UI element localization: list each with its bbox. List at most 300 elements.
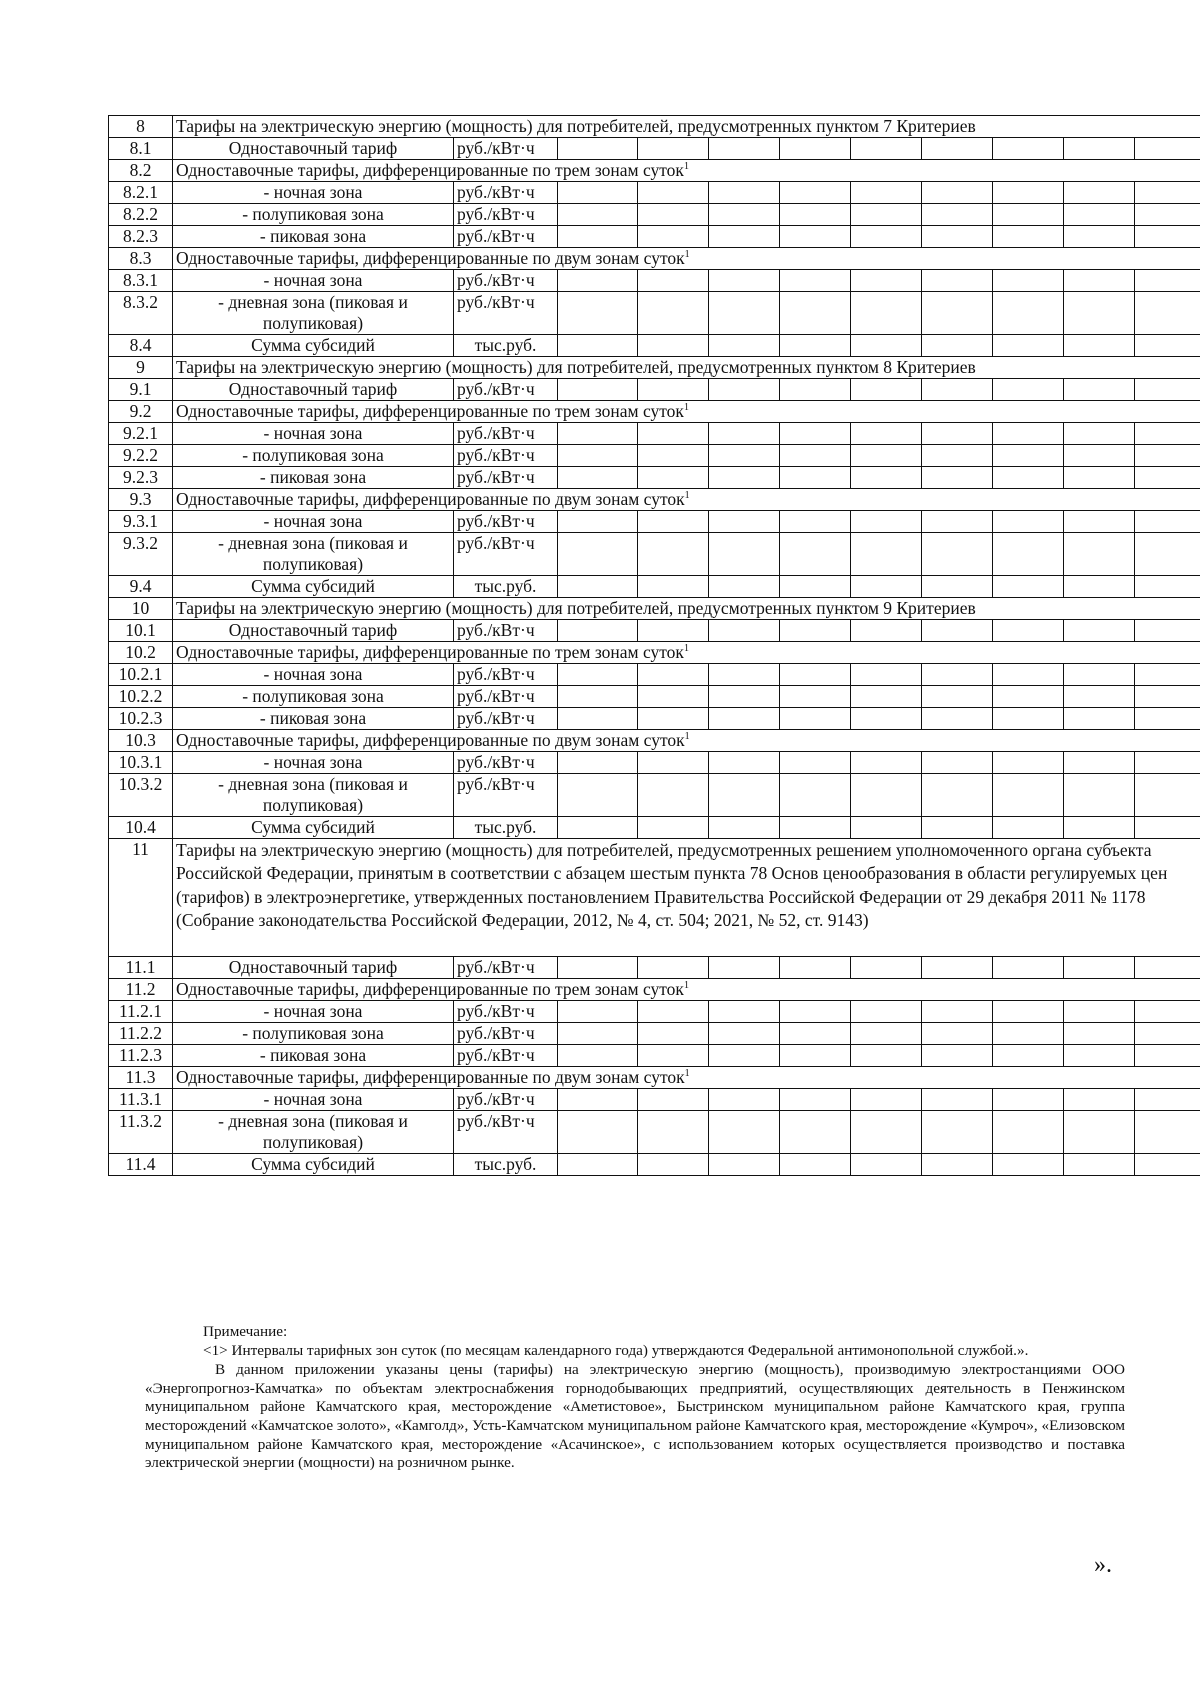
- table-row: [109, 576, 1200, 598]
- value-cell: [638, 576, 709, 598]
- value-cell: [1135, 1089, 1200, 1111]
- table-row: [109, 957, 1200, 979]
- table-row: [109, 379, 1200, 401]
- value-cell: [780, 1001, 851, 1023]
- row-label: - дневная зона (пиковая и полупиковая): [173, 774, 454, 817]
- value-cell: [638, 533, 709, 576]
- value-cell: [558, 817, 638, 839]
- unit-cell: руб./кВт·ч: [454, 511, 558, 533]
- value-cell: [638, 226, 709, 248]
- note-title: Примечание:: [203, 1323, 288, 1340]
- row-label: - ночная зона: [173, 511, 454, 533]
- value-cell: [1135, 511, 1200, 533]
- row-number: 8.1: [109, 138, 173, 160]
- value-cell: [922, 138, 993, 160]
- row-label: - ночная зона: [173, 423, 454, 445]
- value-cell: [1064, 292, 1135, 335]
- value-cell: [922, 752, 993, 774]
- section-title: Одноставочные тарифы, дифференцированные по двум зонам суток: [176, 489, 685, 509]
- table-row: [109, 357, 1200, 379]
- value-cell: [851, 204, 922, 226]
- value-cell: [558, 226, 638, 248]
- value-cell: [993, 138, 1064, 160]
- row-label: Одноставочный тариф: [173, 620, 454, 642]
- value-cell: [922, 511, 993, 533]
- value-cell: [709, 708, 780, 730]
- table-row: [109, 226, 1200, 248]
- value-cell: [709, 686, 780, 708]
- value-cell: [780, 957, 851, 979]
- table-row: [109, 204, 1200, 226]
- value-cell: [922, 182, 993, 204]
- value-cell: [709, 226, 780, 248]
- value-cell: [709, 1154, 780, 1176]
- unit-cell: руб./кВт·ч: [454, 708, 558, 730]
- row-number: 10.4: [109, 817, 173, 839]
- value-cell: [993, 1023, 1064, 1045]
- value-cell: [851, 182, 922, 204]
- value-cell: [780, 1045, 851, 1067]
- value-cell: [1064, 1154, 1135, 1176]
- unit-cell: руб./кВт·ч: [454, 182, 558, 204]
- row-label: - пиковая зона: [173, 1045, 454, 1067]
- row-label: - пиковая зона: [173, 708, 454, 730]
- row-number: 11.2: [109, 979, 173, 1001]
- value-cell: [709, 1001, 780, 1023]
- value-cell: [1135, 445, 1200, 467]
- table-row: [109, 686, 1200, 708]
- table-row: [109, 708, 1200, 730]
- value-cell: [993, 182, 1064, 204]
- footnote-marker: 1: [683, 161, 689, 173]
- value-cell: [1135, 138, 1200, 160]
- value-cell: [1064, 708, 1135, 730]
- section-title: Одноставочные тарифы, дифференцированные по двум зонам суток: [176, 1067, 685, 1087]
- value-cell: [993, 226, 1064, 248]
- value-cell: [922, 1045, 993, 1067]
- section-title: Одноставочные тарифы, дифференцированные по трем зонам суток: [176, 979, 684, 999]
- value-cell: [709, 752, 780, 774]
- value-cell: [851, 445, 922, 467]
- value-cell: [1135, 957, 1200, 979]
- table-row: [109, 1045, 1200, 1067]
- value-cell: [922, 664, 993, 686]
- value-cell: [851, 686, 922, 708]
- value-cell: [1064, 533, 1135, 576]
- value-cell: [780, 774, 851, 817]
- section-header: [173, 642, 1200, 664]
- value-cell: [1135, 1001, 1200, 1023]
- row-number: 11.2.3: [109, 1045, 173, 1067]
- value-cell: [1064, 686, 1135, 708]
- value-cell: [993, 576, 1064, 598]
- value-cell: [638, 774, 709, 817]
- row-label: - полупиковая зона: [173, 1023, 454, 1045]
- value-cell: [638, 204, 709, 226]
- value-cell: [558, 576, 638, 598]
- value-cell: [851, 423, 922, 445]
- value-cell: [780, 817, 851, 839]
- value-cell: [1064, 182, 1135, 204]
- value-cell: [558, 620, 638, 642]
- value-cell: [638, 817, 709, 839]
- value-cell: [558, 379, 638, 401]
- unit-cell: руб./кВт·ч: [454, 1111, 558, 1154]
- unit-cell: руб./кВт·ч: [454, 292, 558, 335]
- value-cell: [780, 1089, 851, 1111]
- footnote-text: <1> Интервалы тарифных зон суток (по месяцам календарного года) утверждаются Федеральной антимонопольной службой.».: [203, 1341, 1029, 1359]
- value-cell: [851, 533, 922, 576]
- row-number: 11.3.1: [109, 1089, 173, 1111]
- row-number: 11.3.2: [109, 1111, 173, 1154]
- row-number: 11.2.2: [109, 1023, 173, 1045]
- row-number: 10.3.1: [109, 752, 173, 774]
- value-cell: [558, 1023, 638, 1045]
- value-cell: [1064, 138, 1135, 160]
- footnote-marker: 1: [684, 1068, 690, 1080]
- row-number: 8.3.2: [109, 292, 173, 335]
- value-cell: [922, 335, 993, 357]
- value-cell: [709, 774, 780, 817]
- value-cell: [1064, 752, 1135, 774]
- row-number: 8.3.1: [109, 270, 173, 292]
- table-row: [109, 752, 1200, 774]
- value-cell: [851, 576, 922, 598]
- value-cell: [709, 138, 780, 160]
- value-cell: [1135, 292, 1200, 335]
- footnote-marker: 1: [683, 980, 689, 992]
- value-cell: [1064, 445, 1135, 467]
- row-number: 8.2.3: [109, 226, 173, 248]
- value-cell: [558, 752, 638, 774]
- section-title: Одноставочные тарифы, дифференцированные по двум зонам суток: [176, 248, 685, 268]
- section-title: Тарифы на электрическую энергию (мощность) для потребителей, предусмотренных пунктом 9 Критериев: [176, 598, 976, 618]
- value-cell: [709, 664, 780, 686]
- value-cell: [922, 774, 993, 817]
- table-row: [109, 774, 1200, 817]
- section-title: Одноставочные тарифы, дифференцированные по двум зонам суток: [176, 730, 685, 750]
- value-cell: [638, 1001, 709, 1023]
- value-cell: [638, 620, 709, 642]
- value-cell: [558, 182, 638, 204]
- value-cell: [709, 817, 780, 839]
- value-cell: [1135, 708, 1200, 730]
- section-title: Тарифы на электрическую энергию (мощность) для потребителей, предусмотренных пунктом 7 Критериев: [176, 116, 976, 136]
- value-cell: [1135, 664, 1200, 686]
- row-number: 9.3: [109, 489, 173, 511]
- footnote-marker: 1: [683, 643, 689, 655]
- value-cell: [993, 292, 1064, 335]
- row-number: 8.2.2: [109, 204, 173, 226]
- row-number: 9.2.2: [109, 445, 173, 467]
- section-title: Тарифы на электрическую энергию (мощность) для потребителей, предусмотренных решением уполномоченного органа субъекта Российской Федерации, принятым в соответствии с абзацем шестым пункта 78 Основ ценообразования в области регулируемых цен (тарифов) в электроэнергетике, утвержденных постановлением Правительства Российской Федерации от 29 декабря 2011 № 1178 (Собрание законодательства Российской Федерации, 2012, № 4, ст. 504; 2021, № 52, ст. 9143): [176, 840, 1168, 931]
- value-cell: [1064, 1089, 1135, 1111]
- unit-cell: руб./кВт·ч: [454, 138, 558, 160]
- row-number: 9.1: [109, 379, 173, 401]
- table-row: [109, 335, 1200, 357]
- value-cell: [558, 270, 638, 292]
- section-header: [173, 598, 1200, 620]
- row-number: 8.2.1: [109, 182, 173, 204]
- unit-cell: руб./кВт·ч: [454, 620, 558, 642]
- table-row: [109, 598, 1200, 620]
- value-cell: [558, 774, 638, 817]
- value-cell: [922, 292, 993, 335]
- value-cell: [1064, 774, 1135, 817]
- row-label: - пиковая зона: [173, 467, 454, 489]
- table-row: [109, 489, 1200, 511]
- value-cell: [851, 1089, 922, 1111]
- value-cell: [709, 957, 780, 979]
- value-cell: [780, 620, 851, 642]
- value-cell: [1135, 1154, 1200, 1176]
- value-cell: [922, 379, 993, 401]
- value-cell: [709, 270, 780, 292]
- unit-cell: руб./кВт·ч: [454, 204, 558, 226]
- value-cell: [851, 379, 922, 401]
- row-number: 11.1: [109, 957, 173, 979]
- value-cell: [1135, 423, 1200, 445]
- row-number: 9.2: [109, 401, 173, 423]
- value-cell: [558, 957, 638, 979]
- value-cell: [780, 686, 851, 708]
- value-cell: [993, 752, 1064, 774]
- row-number: 9.2.1: [109, 423, 173, 445]
- value-cell: [993, 957, 1064, 979]
- value-cell: [851, 138, 922, 160]
- table-row: [109, 138, 1200, 160]
- value-cell: [851, 957, 922, 979]
- value-cell: [780, 576, 851, 598]
- value-cell: [1135, 1045, 1200, 1067]
- row-number: 8: [109, 116, 173, 138]
- value-cell: [993, 204, 1064, 226]
- row-number: 9.4: [109, 576, 173, 598]
- value-cell: [709, 335, 780, 357]
- footnote-marker: 1: [683, 402, 689, 414]
- value-cell: [558, 138, 638, 160]
- row-number: 11.4: [109, 1154, 173, 1176]
- value-cell: [1064, 226, 1135, 248]
- value-cell: [558, 686, 638, 708]
- value-cell: [1135, 533, 1200, 576]
- value-cell: [709, 620, 780, 642]
- value-cell: [851, 467, 922, 489]
- value-cell: [1135, 686, 1200, 708]
- value-cell: [1135, 335, 1200, 357]
- value-cell: [993, 1154, 1064, 1176]
- value-cell: [1064, 817, 1135, 839]
- row-label: Одноставочный тариф: [173, 957, 454, 979]
- value-cell: [709, 292, 780, 335]
- value-cell: [922, 817, 993, 839]
- row-number: 10.3: [109, 730, 173, 752]
- value-cell: [851, 752, 922, 774]
- value-cell: [638, 292, 709, 335]
- value-cell: [638, 379, 709, 401]
- value-cell: [780, 204, 851, 226]
- unit-cell: тыс.руб.: [454, 1154, 558, 1176]
- value-cell: [638, 1045, 709, 1067]
- value-cell: [993, 379, 1064, 401]
- value-cell: [1135, 774, 1200, 817]
- value-cell: [851, 1001, 922, 1023]
- value-cell: [709, 533, 780, 576]
- value-cell: [851, 817, 922, 839]
- row-label: - ночная зона: [173, 182, 454, 204]
- row-number: 10.2.1: [109, 664, 173, 686]
- value-cell: [1064, 1045, 1135, 1067]
- value-cell: [1135, 226, 1200, 248]
- row-number: 8.2: [109, 160, 173, 182]
- row-number: 10: [109, 598, 173, 620]
- row-label: Одноставочный тариф: [173, 379, 454, 401]
- section-header: [173, 979, 1200, 1001]
- value-cell: [709, 204, 780, 226]
- value-cell: [993, 467, 1064, 489]
- unit-cell: тыс.руб.: [454, 335, 558, 357]
- unit-cell: руб./кВт·ч: [454, 270, 558, 292]
- section-header: [173, 839, 1200, 957]
- value-cell: [558, 445, 638, 467]
- row-label: - ночная зона: [173, 1001, 454, 1023]
- value-cell: [1135, 620, 1200, 642]
- value-cell: [922, 226, 993, 248]
- value-cell: [558, 664, 638, 686]
- value-cell: [780, 467, 851, 489]
- value-cell: [638, 957, 709, 979]
- value-cell: [851, 1023, 922, 1045]
- unit-cell: тыс.руб.: [454, 576, 558, 598]
- value-cell: [558, 511, 638, 533]
- value-cell: [922, 445, 993, 467]
- unit-cell: руб./кВт·ч: [454, 226, 558, 248]
- value-cell: [993, 686, 1064, 708]
- value-cell: [1064, 664, 1135, 686]
- value-cell: [851, 511, 922, 533]
- value-cell: [993, 1001, 1064, 1023]
- unit-cell: руб./кВт·ч: [454, 445, 558, 467]
- value-cell: [558, 292, 638, 335]
- row-label: - пиковая зона: [173, 226, 454, 248]
- table-row: [109, 423, 1200, 445]
- value-cell: [922, 708, 993, 730]
- row-number: 10.2: [109, 642, 173, 664]
- value-cell: [558, 1089, 638, 1111]
- section-title: Одноставочные тарифы, дифференцированные по трем зонам суток: [176, 401, 684, 421]
- unit-cell: руб./кВт·ч: [454, 752, 558, 774]
- value-cell: [1064, 1001, 1135, 1023]
- row-label: Сумма субсидий: [173, 1154, 454, 1176]
- table-row: [109, 1089, 1200, 1111]
- table-row: [109, 445, 1200, 467]
- value-cell: [638, 1023, 709, 1045]
- value-cell: [709, 445, 780, 467]
- value-cell: [851, 1154, 922, 1176]
- row-number: 10.2.2: [109, 686, 173, 708]
- table-row: [109, 620, 1200, 642]
- unit-cell: руб./кВт·ч: [454, 664, 558, 686]
- value-cell: [1064, 423, 1135, 445]
- value-cell: [993, 511, 1064, 533]
- table-row: [109, 292, 1200, 335]
- value-cell: [638, 138, 709, 160]
- value-cell: [1135, 1023, 1200, 1045]
- value-cell: [709, 576, 780, 598]
- table-row: [109, 467, 1200, 489]
- row-label: - дневная зона (пиковая и полупиковая): [173, 292, 454, 335]
- value-cell: [922, 204, 993, 226]
- table-row: [109, 248, 1200, 270]
- notes-block: [145, 1323, 1125, 1473]
- value-cell: [993, 335, 1064, 357]
- row-label: Сумма субсидий: [173, 576, 454, 598]
- value-cell: [780, 1023, 851, 1045]
- value-cell: [922, 1089, 993, 1111]
- section-header: [173, 357, 1200, 379]
- value-cell: [780, 511, 851, 533]
- footnote-marker: 1: [684, 249, 690, 261]
- value-cell: [709, 379, 780, 401]
- value-cell: [558, 1111, 638, 1154]
- table-row: [109, 664, 1200, 686]
- section-header: [173, 401, 1200, 423]
- value-cell: [993, 620, 1064, 642]
- value-cell: [993, 1111, 1064, 1154]
- value-cell: [780, 1111, 851, 1154]
- unit-cell: руб./кВт·ч: [454, 379, 558, 401]
- value-cell: [993, 774, 1064, 817]
- table-row: [109, 730, 1200, 752]
- value-cell: [1064, 620, 1135, 642]
- value-cell: [1135, 270, 1200, 292]
- value-cell: [1064, 335, 1135, 357]
- row-label: - дневная зона (пиковая и полупиковая): [173, 1111, 454, 1154]
- value-cell: [780, 138, 851, 160]
- value-cell: [922, 1154, 993, 1176]
- value-cell: [1064, 1111, 1135, 1154]
- value-cell: [638, 708, 709, 730]
- unit-cell: руб./кВт·ч: [454, 957, 558, 979]
- row-number: 10.3.2: [109, 774, 173, 817]
- unit-cell: руб./кВт·ч: [454, 774, 558, 817]
- value-cell: [780, 752, 851, 774]
- unit-cell: руб./кВт·ч: [454, 1001, 558, 1023]
- value-cell: [851, 270, 922, 292]
- row-label: Сумма субсидий: [173, 335, 454, 357]
- value-cell: [1064, 576, 1135, 598]
- value-cell: [558, 423, 638, 445]
- section-header: [173, 730, 1200, 752]
- table-row: [109, 270, 1200, 292]
- row-label: - ночная зона: [173, 752, 454, 774]
- row-number: 11: [109, 839, 173, 957]
- table-row: [109, 1154, 1200, 1176]
- value-cell: [1135, 379, 1200, 401]
- value-cell: [851, 1045, 922, 1067]
- table-row: [109, 1067, 1200, 1089]
- section-title: Одноставочные тарифы, дифференцированные по трем зонам суток: [176, 160, 684, 180]
- value-cell: [780, 292, 851, 335]
- value-cell: [1135, 576, 1200, 598]
- row-label: - ночная зона: [173, 270, 454, 292]
- unit-cell: руб./кВт·ч: [454, 533, 558, 576]
- value-cell: [922, 576, 993, 598]
- table-row: [109, 1001, 1200, 1023]
- tariff-table: [108, 115, 1200, 1176]
- value-cell: [780, 379, 851, 401]
- row-label: - полупиковая зона: [173, 204, 454, 226]
